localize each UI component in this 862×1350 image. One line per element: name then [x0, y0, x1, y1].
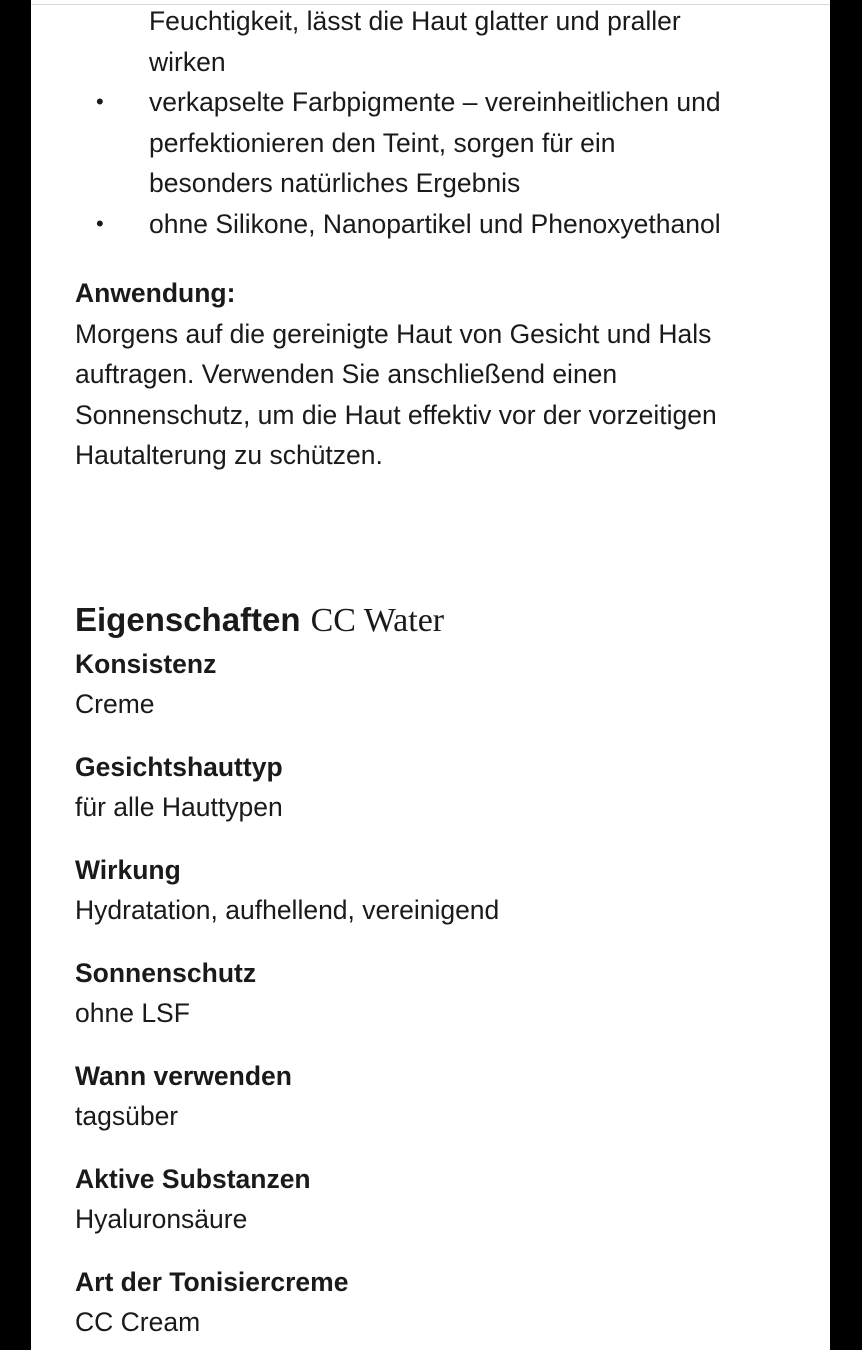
usage-text-line: auftragen. Verwenden Sie anschließend einen	[75, 359, 618, 389]
properties-title-product: CC Water	[310, 602, 445, 639]
property-value: Hydratation, aufhellend, vereinigend	[75, 895, 500, 925]
list-item	[75, 82, 815, 204]
property-label: Art der Tonisiercreme	[75, 1267, 349, 1297]
feature-line: Feuchtigkeit, lässt die Haut glatter und praller	[149, 6, 681, 36]
property-label: Gesichtshauttyp	[75, 752, 283, 782]
usage-heading: Anwendung:	[75, 278, 236, 308]
property-value: CC Cream	[75, 1307, 201, 1337]
property-item	[75, 1056, 815, 1136]
property-item	[75, 747, 815, 827]
properties-section	[75, 597, 815, 1350]
property-value: Creme	[75, 689, 155, 719]
property-label: Konsistenz	[75, 649, 217, 679]
usage-text-line: Hautalterung zu schützen.	[75, 440, 383, 470]
property-item	[75, 850, 815, 930]
description-content	[75, 0, 815, 1337]
property-label: Sonnenschutz	[75, 958, 257, 988]
feature-list	[75, 1, 815, 244]
product-description-page	[31, 0, 830, 1350]
property-value: tagsüber	[75, 1101, 179, 1131]
property-value: Hyaluronsäure	[75, 1204, 248, 1234]
property-item	[75, 1262, 815, 1342]
list-item	[75, 204, 815, 245]
usage-text-line: Sonnenschutz, um die Haut effektiv vor der vorzeitigen	[75, 399, 717, 430]
usage-section	[75, 273, 815, 476]
list-item	[75, 1, 815, 82]
property-label: Aktive Substanzen	[75, 1164, 311, 1194]
property-item	[75, 644, 815, 724]
feature-line: ohne Silikone, Nanopartikel und Phenoxyethanol	[149, 208, 721, 239]
feature-line: verkapselte Farbpigmente – vereinheitlichen und	[149, 87, 721, 117]
feature-line: wirken	[149, 46, 226, 77]
feature-line: perfektionieren den Teint, sorgen für ein	[149, 127, 616, 158]
usage-text-line: Morgens auf die gereinigte Haut von Gesicht und Hals	[75, 318, 712, 349]
properties-title	[75, 597, 815, 644]
feature-line: besonders natürliches Ergebnis	[149, 168, 521, 198]
property-value: für alle Hauttypen	[75, 792, 283, 822]
property-item	[75, 953, 815, 1033]
properties-title-label: Eigenschaften	[75, 601, 301, 638]
bullet-icon: •	[96, 210, 104, 236]
property-label: Wirkung	[75, 855, 181, 885]
bullet-icon: •	[96, 89, 104, 114]
property-value: ohne LSF	[75, 998, 190, 1028]
property-item	[75, 1159, 815, 1239]
property-label: Wann verwenden	[75, 1061, 292, 1091]
